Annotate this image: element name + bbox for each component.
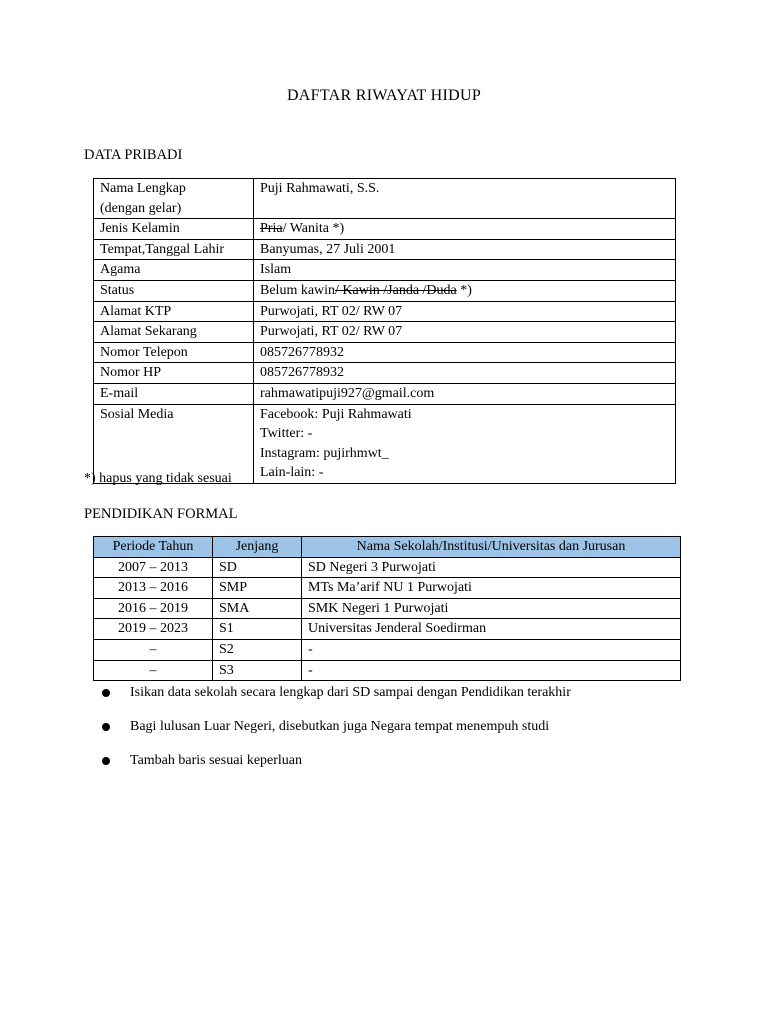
- notes-list: [102, 685, 571, 787]
- row-label: Sosial Media: [94, 404, 254, 483]
- cell-school: SD Negeri 3 Purwojati: [302, 557, 681, 578]
- table-row: [94, 557, 681, 578]
- cell-level: S3: [213, 660, 302, 681]
- value-text: / Wanita *): [282, 221, 345, 237]
- cell-school: SMK Negeri 1 Purwojati: [302, 598, 681, 619]
- row-value: Banyumas, 27 Juli 2001: [254, 239, 676, 260]
- note-text: Bagi lulusan Luar Negeri, disebutkan juga Negara tempat menempuh studi: [130, 719, 550, 734]
- row-value: Puji Rahmawati, S.S.: [254, 179, 676, 219]
- table-header-row: [94, 537, 681, 558]
- bullet-icon: [102, 757, 110, 765]
- cell-level: SMP: [213, 578, 302, 599]
- row-label: Nomor Telepon: [94, 342, 254, 363]
- table-row: [94, 280, 676, 301]
- table-row: [94, 578, 681, 599]
- education-table: [93, 536, 681, 681]
- label-line: Nama Lengkap: [100, 181, 186, 196]
- cell-period: 2016 – 2019: [94, 598, 213, 619]
- list-item: [102, 719, 571, 753]
- table-row: [94, 239, 676, 260]
- row-label: Status: [94, 280, 254, 301]
- table-row: [94, 179, 676, 219]
- cell-school: -: [302, 660, 681, 681]
- row-label: E-mail: [94, 383, 254, 404]
- row-label: Jenis Kelamin: [94, 219, 254, 240]
- table-row: [94, 598, 681, 619]
- cell-level: SMA: [213, 598, 302, 619]
- list-item: [102, 685, 571, 719]
- label-line: (dengan gelar): [100, 200, 182, 216]
- row-value: Purwojati, RT 02/ RW 07: [254, 301, 676, 322]
- table-row: [94, 619, 681, 640]
- column-header-school: Nama Sekolah/Institusi/Universitas dan Jurusan: [302, 537, 681, 558]
- table-row: [94, 383, 676, 404]
- row-label: Nomor HP: [94, 363, 254, 384]
- row-value: [254, 404, 676, 483]
- struck-option: / Kawin /Janda /Duda: [335, 282, 457, 298]
- row-value: [254, 280, 676, 301]
- email-value: rahmawatipuji927@gmail.com: [254, 383, 676, 404]
- row-value: 085726778932: [254, 363, 676, 384]
- cell-level: S2: [213, 639, 302, 660]
- row-label: Alamat Sekarang: [94, 322, 254, 343]
- table-row: [94, 660, 681, 681]
- struck-option: Pria: [260, 221, 283, 237]
- row-value: Purwojati, RT 02/ RW 07: [254, 322, 676, 343]
- cell-school: Universitas Jenderal Soedirman: [302, 619, 681, 640]
- section-heading-education: PENDIDIKAN FORMAL: [84, 506, 238, 522]
- personal-data-table: [93, 178, 676, 484]
- social-twitter: Twitter: -: [260, 426, 313, 442]
- table-row: [94, 260, 676, 281]
- table-row: [94, 219, 676, 240]
- row-label: [94, 179, 254, 219]
- cell-level: SD: [213, 557, 302, 578]
- column-header-level: Jenjang: [213, 537, 302, 558]
- cell-period: –: [94, 660, 213, 681]
- cell-period: 2019 – 2023: [94, 619, 213, 640]
- column-header-period: Periode Tahun: [94, 537, 213, 558]
- value-text: *): [456, 282, 472, 298]
- row-label: Tempat,Tanggal Lahir: [94, 239, 254, 260]
- value-text: Belum kawin: [260, 282, 336, 298]
- social-instagram: Instagram: pujirhmwt_: [260, 445, 389, 461]
- cell-period: 2007 – 2013: [94, 557, 213, 578]
- bullet-icon: [102, 689, 110, 697]
- list-item: [102, 753, 571, 787]
- footnote: *) hapus yang tidak sesuai: [84, 471, 232, 486]
- cell-period: –: [94, 639, 213, 660]
- table-row: [94, 342, 676, 363]
- social-facebook: Facebook: Puji Rahmawati: [260, 406, 412, 422]
- row-value: [254, 219, 676, 240]
- bullet-icon: [102, 723, 110, 731]
- row-value: Islam: [254, 260, 676, 281]
- note-text: Isikan data sekolah secara lengkap dari SD sampai dengan Pendidikan terakhir: [130, 685, 571, 700]
- row-label: Agama: [94, 260, 254, 281]
- note-text: Tambah baris sesuai keperluan: [130, 753, 303, 768]
- cell-period: 2013 – 2016: [94, 578, 213, 599]
- section-heading-personal: DATA PRIBADI: [84, 147, 183, 163]
- table-row: [94, 301, 676, 322]
- page-title: DAFTAR RIWAYAT HIDUP: [286, 87, 482, 104]
- row-label: Alamat KTP: [94, 301, 254, 322]
- cell-school: MTs Ma’arif NU 1 Purwojati: [302, 578, 681, 599]
- table-row: [94, 363, 676, 384]
- cell-school: -: [302, 639, 681, 660]
- social-other: Lain-lain: -: [260, 465, 324, 481]
- row-value: 085726778932: [254, 342, 676, 363]
- table-row: [94, 639, 681, 660]
- cell-level: S1: [213, 619, 302, 640]
- table-row: [94, 322, 676, 343]
